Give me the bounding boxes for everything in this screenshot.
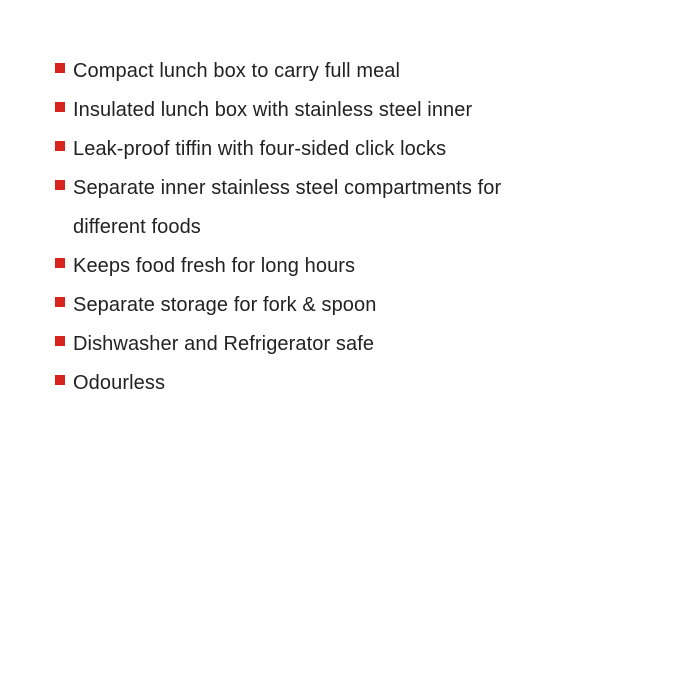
square-bullet-icon (55, 102, 65, 112)
feature-item (55, 52, 655, 91)
feature-text: Separate storage for fork & spoon (73, 294, 377, 316)
square-bullet-icon (55, 297, 65, 307)
feature-text: Separate inner stainless steel compartments for different foods (73, 177, 502, 238)
feature-item (55, 91, 655, 130)
feature-text: Odourless (73, 372, 166, 394)
feature-item (55, 247, 655, 286)
square-bullet-icon (55, 63, 65, 73)
square-bullet-icon (55, 180, 65, 190)
square-bullet-icon (55, 258, 65, 268)
feature-text: Leak-proof tiffin with four-sided click locks (73, 138, 447, 160)
feature-text: Insulated lunch box with stainless steel inner (73, 99, 473, 121)
feature-text: Keeps food fresh for long hours (73, 255, 356, 277)
feature-item (55, 169, 655, 247)
feature-item (55, 130, 655, 169)
feature-item (55, 286, 655, 325)
square-bullet-icon (55, 141, 65, 151)
square-bullet-icon (55, 375, 65, 385)
feature-text: Compact lunch box to carry full meal (73, 60, 401, 82)
feature-item (55, 325, 655, 364)
square-bullet-icon (55, 336, 65, 346)
feature-list (55, 52, 655, 403)
feature-item (55, 364, 655, 403)
feature-text: Dishwasher and Refrigerator safe (73, 333, 375, 355)
